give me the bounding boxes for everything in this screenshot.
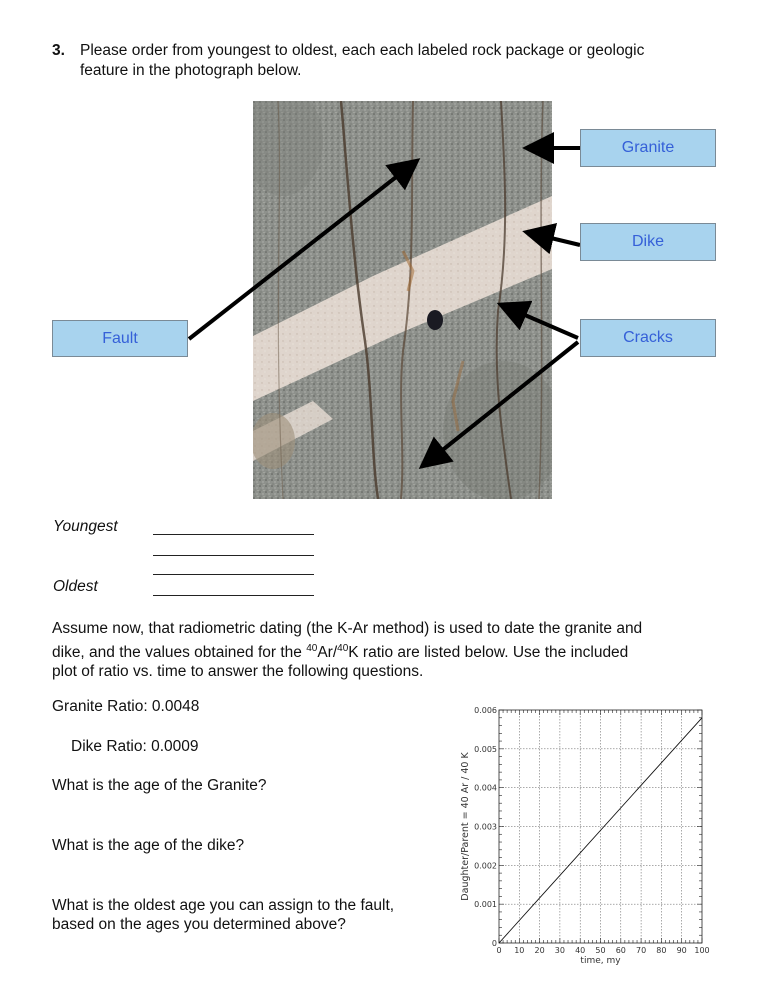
answer-line-1[interactable] xyxy=(153,534,314,535)
cracks-arrow-upper xyxy=(504,306,578,338)
x-tick-label: 50 xyxy=(595,946,606,955)
question-fault-age-line-1: What is the oldest age you can assign to the fault, xyxy=(52,897,395,914)
y-tick-label: 0.004 xyxy=(474,783,497,793)
cracks-label: Cracks xyxy=(580,319,716,357)
granite-label: Granite xyxy=(580,129,716,167)
x-axis-label: time, my xyxy=(580,956,621,966)
x-tick-label: 90 xyxy=(676,946,687,955)
x-tick-label: 40 xyxy=(575,946,586,955)
x-tick-label: 30 xyxy=(554,946,565,955)
fault-label: Fault xyxy=(52,320,188,357)
chart-svg xyxy=(455,700,720,975)
dike-arrow xyxy=(530,233,580,245)
x-tick-label: 20 xyxy=(534,946,545,955)
question-granite-age: What is the age of the Granite? xyxy=(52,777,267,794)
question-line-2: feature in the photograph below. xyxy=(80,62,302,79)
oldest-label: Oldest xyxy=(53,578,98,595)
x-tick-label: 70 xyxy=(636,946,647,955)
y-tick-label: 0.001 xyxy=(474,900,497,910)
dike-ratio: Dike Ratio: 0.0009 xyxy=(71,738,199,755)
paragraph-line-3: plot of ratio vs. time to answer the following questions. xyxy=(52,663,424,681)
question-fault-age-line-2: based on the ages you determined above? xyxy=(52,916,346,933)
y-tick-label: 0.006 xyxy=(474,706,497,715)
paragraph-line-2-end: K ratio are listed below. Use the included xyxy=(348,643,629,661)
y-tick-label: 0.003 xyxy=(474,822,497,832)
y-tick-label: 0 xyxy=(491,939,497,948)
y-axis-label: Daughter/Parent = 40 Ar / 40 K xyxy=(460,752,471,901)
question-line-1: Please order from youngest to oldest, each each labeled rock package or geologic xyxy=(80,42,645,59)
question-number: 3. xyxy=(52,42,65,59)
x-tick-label: 60 xyxy=(615,946,626,955)
x-tick-label: 0 xyxy=(496,946,502,955)
y-tick-labels xyxy=(474,706,497,948)
dike-label: Dike xyxy=(580,223,716,261)
answer-line-3[interactable] xyxy=(153,574,314,575)
granite-ratio: Granite Ratio: 0.0048 xyxy=(52,698,200,715)
ar-mass-number: 40 xyxy=(306,642,318,654)
instruction-paragraph xyxy=(52,619,752,682)
y-tick-label: 0.005 xyxy=(474,744,497,754)
cracks-arrow-lower xyxy=(425,342,578,464)
x-tick-label: 100 xyxy=(694,946,710,955)
y-tick-label: 0.002 xyxy=(474,861,497,871)
ratio-vs-time-chart xyxy=(455,700,720,975)
x-tick-label: 80 xyxy=(656,946,667,955)
paragraph-line-1: Assume now, that radiometric dating (the K-Ar method) is used to date the granite and xyxy=(52,620,643,637)
question-dike-age: What is the age of the dike? xyxy=(52,837,245,854)
k-mass-number: 40 xyxy=(337,642,349,654)
paragraph-line-2-start: dike, and the values obtained for the xyxy=(52,643,307,661)
answer-line-2[interactable] xyxy=(153,555,314,556)
paragraph-line-2 xyxy=(52,639,752,663)
youngest-label: Youngest xyxy=(53,518,118,535)
x-tick-labels xyxy=(496,946,709,955)
answer-line-4[interactable] xyxy=(153,595,314,596)
x-tick-label: 10 xyxy=(514,946,525,955)
ar-symbol: Ar/ xyxy=(317,643,338,661)
fault-arrow xyxy=(189,163,414,339)
